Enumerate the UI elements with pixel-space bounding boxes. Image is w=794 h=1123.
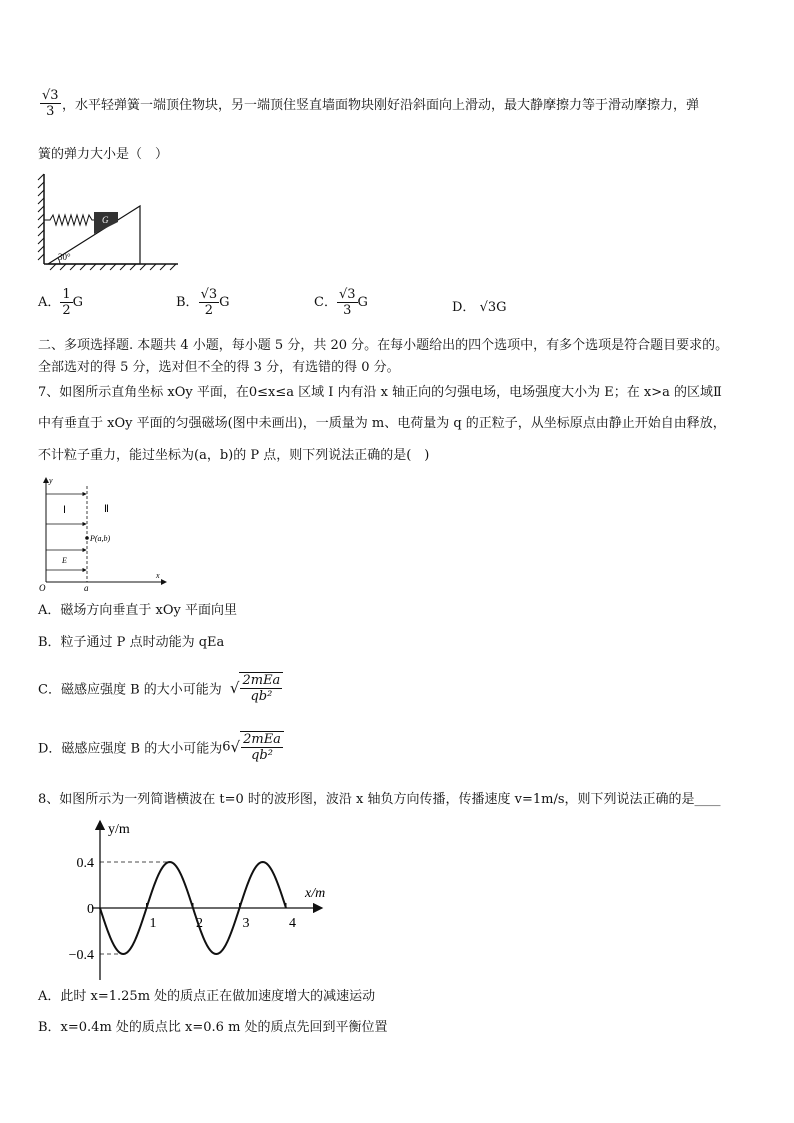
option-suffix: G (72, 295, 84, 310)
frac-num: √3 (200, 287, 218, 302)
y-tick-label: −0.4 (68, 948, 94, 963)
y-axis-label: y (49, 476, 53, 485)
q6-option-a (38, 287, 83, 318)
option-letter: D． (452, 300, 476, 315)
option-letter: A． (38, 295, 61, 310)
q8-option-a: A．此时 x=1.25m 处的质点正在做加速度增大的减速运动 (38, 989, 376, 1004)
option-suffix: G (496, 300, 507, 315)
field-label: E (62, 556, 67, 565)
section2-line2: 全部选对的得 5 分，选对但不全的得 3 分，有选错的得 0 分。 (38, 360, 400, 375)
q7-figure (36, 474, 176, 594)
frac-den: 2 (204, 303, 213, 318)
point-p-label: P(a,b) (90, 534, 111, 543)
option-d-coef: 6 (222, 739, 231, 755)
q7-option-d (38, 731, 284, 763)
q6-option-d (452, 296, 507, 315)
region2-label: Ⅱ (104, 504, 109, 515)
frac-den: 3 (46, 104, 55, 119)
x-tick-label: 1 (149, 916, 157, 931)
x-axis-label: x (156, 571, 160, 580)
q6-option-c (314, 287, 368, 318)
angle-label: 30° (58, 252, 71, 262)
q6-line1: ，水平轻弹簧一端顶住物块，另一端顶住竖直墙面物块刚好沿斜面向上滑动，最大静摩擦力等于滑动摩擦力，弹 (62, 98, 700, 113)
q6-option-b (176, 287, 230, 318)
option-letter: B． (176, 295, 199, 310)
region1-label: Ⅰ (63, 505, 66, 516)
x-tick-label: 2 (196, 916, 203, 931)
q8-wave-chart (60, 815, 340, 985)
q7-option-a: A．磁场方向垂直于 xOy 平面向里 (38, 603, 237, 618)
y-axis-label: y/m (108, 822, 130, 837)
q6-fraction (40, 88, 61, 119)
option-letter: C． (314, 295, 337, 310)
x-tick-label: 3 (242, 916, 250, 931)
y-tick-label: 0.4 (76, 856, 94, 871)
option-suffix: G (357, 295, 368, 310)
frac-num: 2mEa (243, 732, 281, 747)
x-axis-label: x/m (305, 886, 326, 901)
frac-den: 2 (62, 303, 71, 318)
q6-line2: 簧的弹力大小是（ ） (38, 147, 169, 162)
origin-label: O (39, 583, 46, 593)
q7-line3: 不计粒子重力，能过坐标为(a，b)的 P 点，则下列说法正确的是( ) (38, 448, 430, 463)
radical-sign: √ (230, 738, 241, 756)
q8-option-b: B．x=0.4m 处的质点比 x=0.6 m 处的质点先回到平衡位置 (38, 1020, 388, 1035)
option-c-text: C．磁感应强度 B 的大小可能为 (38, 682, 222, 698)
section2-line1: 二、多项选择题. 本题共 4 小题，每小题 5 分，共 20 分。在每小题给出的四个选项中，有多个选项是符合题目要求的。 (38, 338, 729, 353)
option-d-text: D．磁感应强度 B 的大小可能为 (38, 741, 223, 757)
q8-line1: 8、如图所示为一列简谐横波在 t=0 时的波形图，波沿 x 轴负方向传播，传播速度 v=1m/s，则下列说法正确的是____ (38, 792, 721, 807)
q6-figure (36, 172, 186, 272)
frac-den: qb² (250, 689, 273, 704)
block-label: G (102, 215, 109, 225)
radical-sign: √ (229, 679, 240, 697)
frac-den: 3 (343, 303, 352, 318)
frac-num: 1 (62, 287, 71, 302)
frac-num: √3 (338, 287, 356, 302)
option-suffix: G (219, 295, 230, 310)
option-value: √3 (479, 300, 497, 315)
frac-num: 2mEa (242, 673, 281, 688)
y-tick-label: 0 (87, 902, 94, 917)
frac-den: qb² (251, 748, 273, 763)
a-label: a (84, 583, 89, 593)
x-tick-label: 4 (289, 916, 296, 931)
q7-option-b: B．粒子通过 P 点时动能为 qEa (38, 635, 225, 650)
frac-num: √3 (42, 88, 59, 103)
q7-line1: 7、如图所示直角坐标 xOy 平面，在0≤x≤a 区域 Ⅰ 内有沿 x 轴正向的匀强电场，电场强度大小为 E；在 x>a 的区域Ⅱ (38, 385, 722, 400)
q7-option-c (38, 672, 283, 704)
q7-line2: 中有垂直于 xOy 平面的匀强磁场(图中未画出)，一质量为 m、电荷量为 q 的正粒子，从坐标原点由静止开始自由释放， (38, 416, 726, 431)
